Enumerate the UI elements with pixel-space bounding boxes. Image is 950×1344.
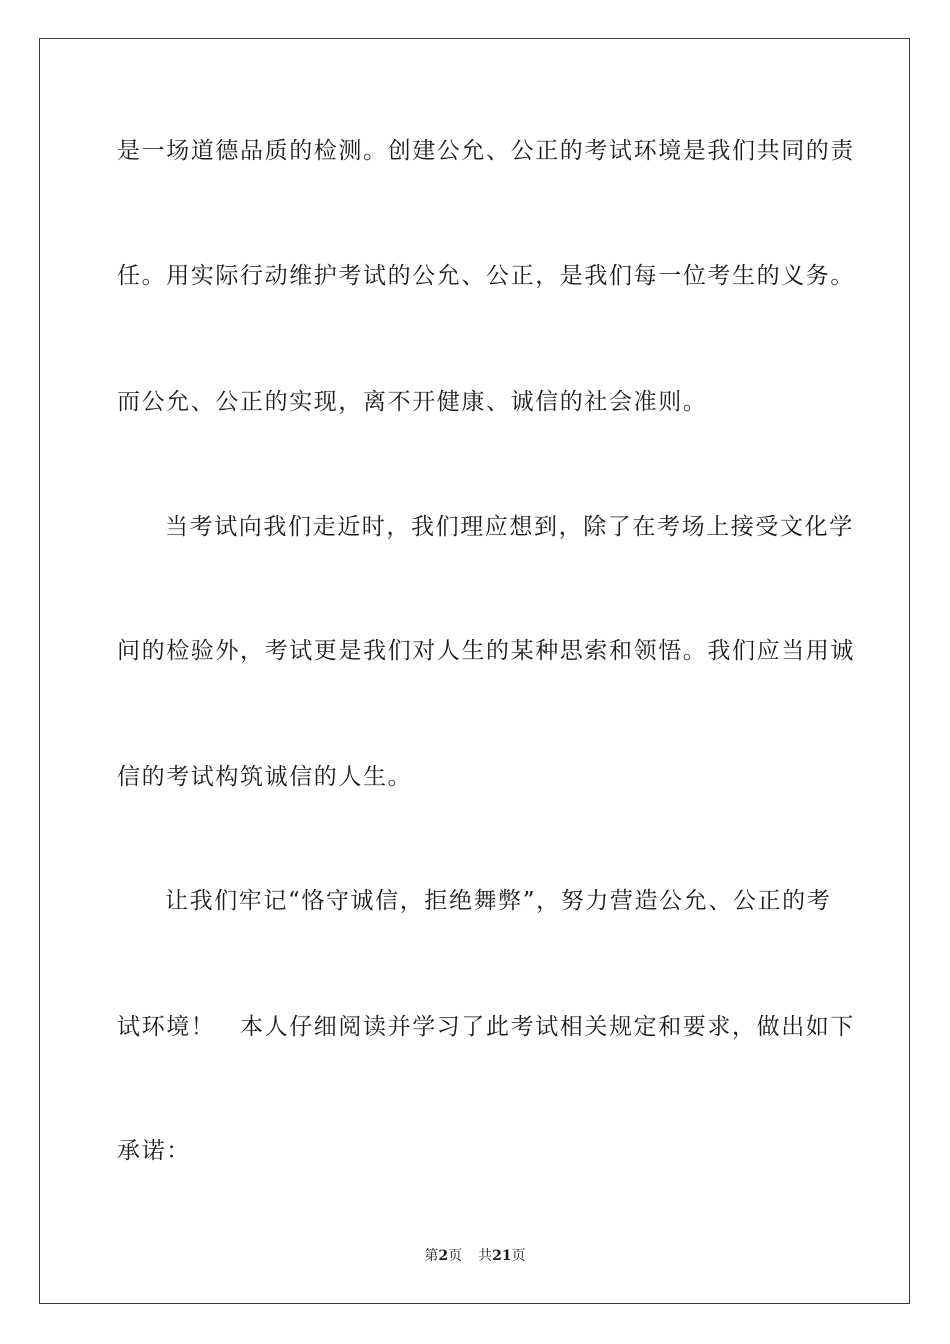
body-text-line-8: 试环境！ 本人仔细阅读并学习了此考试相关规定和要求，做出如下 [117,1014,855,1040]
total-suffix: 页 [511,1248,526,1264]
current-page-number: 2 [438,1248,449,1264]
total-page-count: 21 [492,1248,512,1264]
body-text-line-2: 任。用实际行动维护考试的公允、公正，是我们每一位考生的义务。 [117,263,855,289]
body-text-line-6: 信的考试构筑诚信的人生。 [117,764,413,790]
body-text-line-1: 是一场道德品质的检测。创建公允、公正的考试环境是我们共同的责 [117,138,855,164]
body-text-line-5: 问的检验外，考试更是我们对人生的某种思索和领悟。我们应当用诚 [117,638,855,664]
page-border [39,38,910,1304]
body-text-line-3: 而公允、公正的实现，离不开健康、诚信的社会准则。 [117,389,708,415]
body-text-line-7: 让我们牢记“恪守诚信，拒绝舞弊”，努力营造公允、公正的考 [165,888,832,914]
page-prefix: 第 [424,1248,439,1264]
total-prefix: 共 [478,1248,493,1264]
page-footer [0,1247,950,1265]
body-text-line-9: 承诺： [117,1138,191,1164]
page-suffix: 页 [448,1248,463,1264]
body-text-line-4: 当考试向我们走近时，我们理应想到，除了在考场上接受文化学 [165,514,854,540]
